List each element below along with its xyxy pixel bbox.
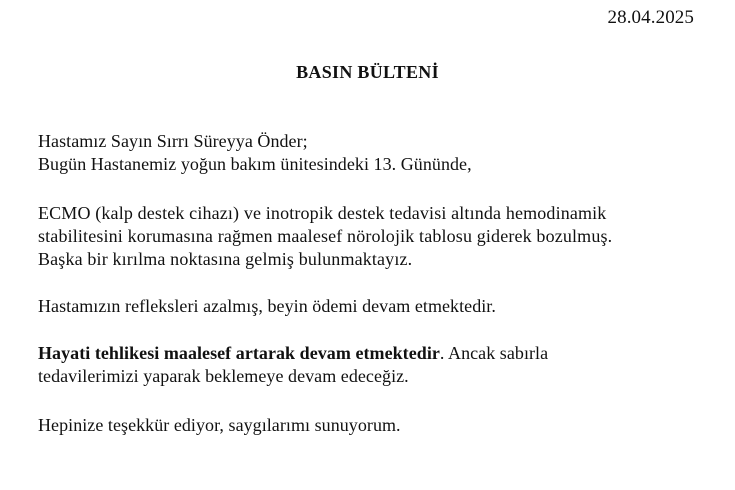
treatment-line-3: Başka bir kırılma noktasına gelmiş bulunmaktayız. xyxy=(38,249,413,269)
patient-name-line: Hastamız Sayın Sırrı Süreyya Önder; xyxy=(38,131,308,151)
thanks-line: Hepinize teşekkür ediyor, saygılarımı sunuyorum. xyxy=(38,415,401,435)
treatment-line-2: stabilitesini korumasına rağmen maalesef nörolojik tablosu giderek bozulmuş. xyxy=(38,226,613,246)
paragraph-treatment-status xyxy=(38,202,698,271)
paragraph-thanks xyxy=(38,414,698,437)
document-date: 28.04.2025 xyxy=(607,7,694,28)
life-threat-bold-text: Hayati tehlikesi maalesef artarak devam etmektedir xyxy=(38,343,440,363)
paragraph-patient-intro xyxy=(38,130,698,176)
life-threat-line xyxy=(38,342,698,365)
continue-treatment-line: tedavilerimizi yaparak beklemeye devam edeceğiz. xyxy=(38,366,409,386)
treatment-line-1: ECMO (kalp destek cihazı) ve inotropik destek tedavisi altında hemodinamik xyxy=(38,203,607,223)
icu-day-line: Bugün Hastanemiz yoğun bakım ünitesindeki 13. Gününde, xyxy=(38,154,472,174)
paragraph-life-threat xyxy=(38,342,698,388)
life-threat-rest-text: . Ancak sabırla xyxy=(439,343,549,363)
reflex-edema-line: Hastamızın refleksleri azalmış, beyin ödemi devam etmektedir. xyxy=(38,296,496,316)
document-title: BASIN BÜLTENİ xyxy=(296,62,439,82)
paragraph-neurological-status xyxy=(38,295,698,318)
cropped-letterhead-fragment xyxy=(330,0,364,4)
